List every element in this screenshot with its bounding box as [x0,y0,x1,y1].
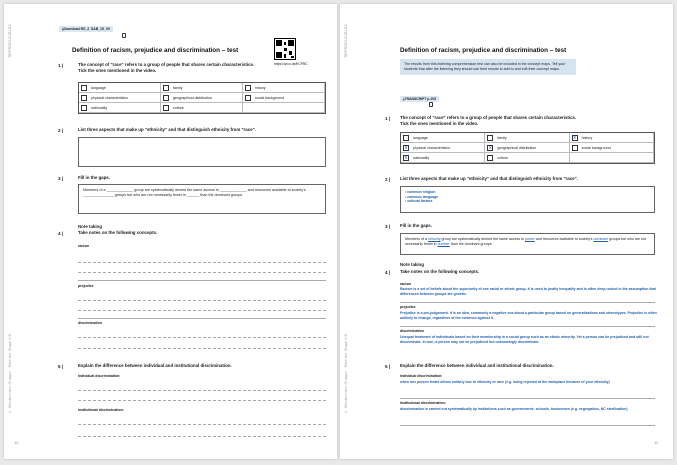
checkbox[interactable] [403,135,409,141]
racism-answer: Racism is a set of beliefs about the superiority of one racial or ethnic group. It is used to justify inequality and is often deep-rooted in the assumption that differences between groups are genetic. [400,287,656,296]
page-number: 10 [14,440,19,445]
checkbox[interactable] [81,95,87,101]
q2-number: 2 | [58,128,64,133]
copyright-note: © Westermann Gruppe · Take the Stage 4/5 [344,334,348,414]
checkbox-option[interactable]: social background [243,93,325,103]
institutional-label: Institutional discrimination: [78,408,124,412]
q2-text: List three aspects that make up "ethnicity" and that distinguish ethnicity from "race". [400,176,578,181]
checkbox[interactable] [81,85,87,91]
checkbox[interactable]: x [404,144,408,151]
discrimination-label: discrimination [78,321,102,325]
discrimination-label: discrimination [400,329,424,333]
q5-number: 5 | [58,364,64,369]
transcript-icon: ⤓ [403,97,405,101]
q1-checkbox-grid [78,82,326,114]
checkbox[interactable]: x [404,154,408,161]
q2-answer-list [405,190,650,204]
racism-label: racism [78,244,90,248]
note-taking-heading: Note taking [400,262,424,267]
q3-gap-text[interactable]: Members of a _____________ group are systematically denied the same access to _____________ and resources available to society's _______________ groups but who are not necessarily fewer in ______ than the dominant groups. [78,184,326,214]
list-item: • cultural factors [405,199,650,204]
q5-text: Explain the difference between individual and institutional discrimination. [78,363,232,368]
q4-number: 4 | [385,270,391,275]
q4-text: Take notes on the following concepts. [400,269,480,274]
list-item: • common language [405,195,650,200]
q5-number: 5 | [385,364,391,369]
page-title: Definition of racism, prejudice and discrimination – test [400,47,567,54]
checkbox[interactable] [81,105,87,111]
download-icon: ⤓ [62,27,64,31]
q3-number: 3 | [58,176,64,181]
cursor-icon [429,102,433,107]
discrimination-answer: Unequal treatment of individuals based on their membership in a social group such as an ethnic minority. Yet a person can be prejudiced and still not discriminate. In turn, a person may not be prejudiced but unknowingly discriminate. [400,335,649,344]
gap-answer: number [437,242,450,246]
q4-number: 4 | [58,231,64,236]
checkbox-option[interactable]: physical characteristics [79,93,161,103]
q2-text: List three aspects that make up "ethnicity" and that distinguish ethnicity from "race". [78,127,256,132]
q1-text: The concept of "race" refers to a group of people that shares certain characteristics. Tick the ones mentioned in the video. [78,62,255,73]
gap-answer: dominant [593,237,609,241]
checkbox[interactable] [572,145,578,151]
q1-number: 1 | [385,116,391,121]
side-label: REPRODUCIBLES [344,24,348,58]
q2-answer-box[interactable] [400,186,655,213]
q1-number: 1 | [58,63,64,68]
left-page [4,4,337,459]
transcript-tag[interactable]: ⤓TRANSCRIPT p.105 [400,96,439,102]
checkbox-option[interactable]: x geographical distribution [485,143,569,153]
q5-text: Explain the difference between individual and institutional discrimination. [400,363,554,368]
individual-label: Individual discrimination: [400,374,443,378]
checkbox-option[interactable]: nationality [79,103,161,113]
checkbox-option[interactable]: culture [485,153,569,163]
checkbox-option[interactable]: geographical distribution [161,93,243,103]
checkbox[interactable] [487,155,493,161]
qr-code[interactable] [274,38,296,60]
checkbox-option[interactable]: language [401,133,485,143]
checkbox-option[interactable]: x history [570,133,654,143]
side-label: REPRODUCIBLES [8,24,12,58]
qr-link[interactable]: https://qrco.de/bCPBC [274,62,308,66]
q1-text: The concept of "race" refers to a group of people that shares certain characteristics. Tick the ones mentioned in the video. [400,115,577,126]
institutional-answer: discrimination is carried out systematically by institutions such as governments, schools, businesses (e.g. segregation, NC sterilisation) [400,407,628,411]
gap-answer: minority [427,237,441,241]
checkbox[interactable] [163,95,169,101]
page-title: Definition of racism, prejudice and discrimination – test [72,47,239,54]
teacher-note: The results from this listening comprehension test can also be included in the concept maps. Tell your students that after the listening they should use their results to add to and edit their concept maps. [400,59,576,75]
checkbox-option[interactable]: history [243,83,325,93]
gap-answer: power [525,237,535,241]
cursor-icon [122,33,126,38]
q3-text: Fill in the gaps. [78,175,110,180]
list-item: • common religion [405,190,650,195]
checkbox-option[interactable]: family [485,133,569,143]
checkbox-option[interactable]: language [79,83,161,93]
prejudice-label: prejudice [78,284,94,288]
checkbox-option[interactable]: x physical characteristics [401,143,485,153]
checkbox-option[interactable]: culture [161,103,243,113]
q2-answer-box[interactable] [78,137,326,167]
checkbox-option[interactable]: family [161,83,243,93]
checkbox-option[interactable]: x nationality [401,153,485,163]
institutional-label: Institutional discrimination: [400,401,446,405]
checkbox[interactable]: x [573,134,577,141]
checkbox[interactable] [487,135,493,141]
q3-text: Fill in the gaps. [400,223,432,228]
racism-label: racism [400,282,412,286]
note-taking-heading: Note taking [78,224,102,229]
checkbox[interactable] [245,85,251,91]
prejudice-answer: Prejudice is a pre-judgement. It is an idea, commonly a negative one about a particular group based on generalisations and stereotypes. Prejudice is often unlikely to change, regardless of the evidence against it. [400,311,657,320]
q4-text: Take notes on the following concepts. [78,230,158,235]
prejudice-label: prejudice [400,305,416,309]
individual-answer: when one person treats others unfairly due to ethnicity or race (e.g. being rejected at the workplace because of your ethnicity) [400,380,610,384]
q3-gap-text[interactable]: Members of a minority group are systematically denied the same access to power and resources available to society's dominant groups but who are not necessarily fewer in number than the dominant groups. [400,233,655,255]
checkbox-option[interactable]: social background [570,143,654,153]
q1-checkbox-grid [400,132,655,164]
page-number: 11 [654,440,659,445]
checkbox[interactable]: x [488,144,492,151]
copyright-note: © Westermann Gruppe · Take the Stage 4/5 [8,334,12,414]
q3-number: 3 | [385,224,391,229]
q2-number: 2 | [385,177,391,182]
download-tag[interactable]: ⤓Download RS_2_SAB_15_XV [59,26,113,32]
individual-label: Individual discrimination: [78,374,121,378]
right-page [340,4,673,459]
checkbox[interactable] [163,105,169,111]
checkbox[interactable] [245,95,251,101]
checkbox[interactable] [163,85,169,91]
